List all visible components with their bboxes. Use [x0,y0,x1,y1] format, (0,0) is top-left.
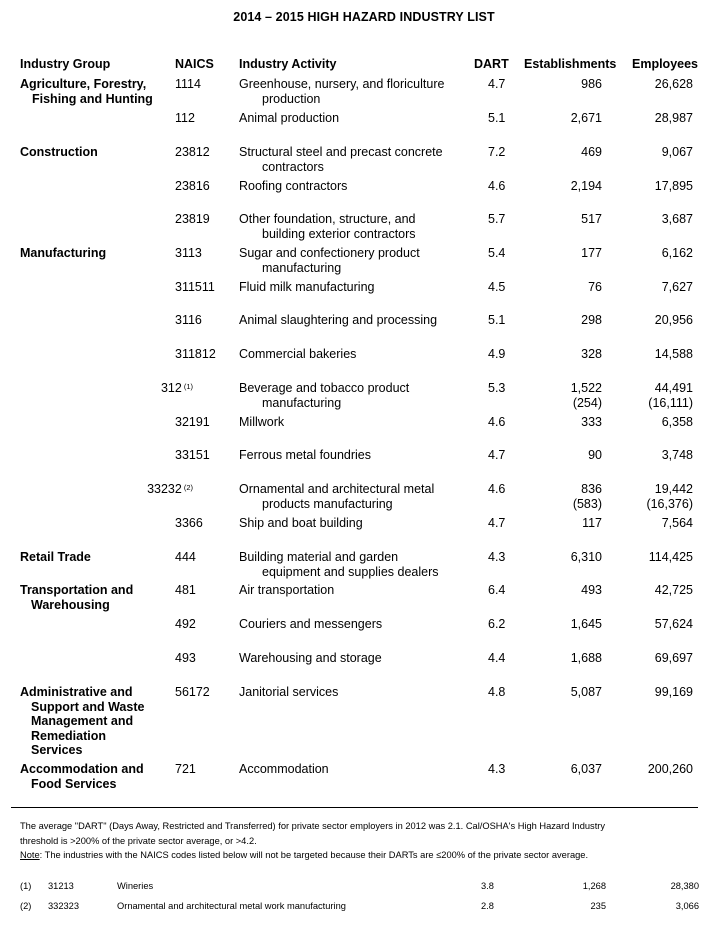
activity-line: Ship and boat building [239,516,363,530]
establishments-line: (583) [572,496,602,511]
establishments-line: 117 [582,516,602,530]
establishments-value [520,762,602,777]
employees-line: 3,687 [661,212,693,226]
excluded-activity: Ornamental and architectural metal work manufacturing [117,901,346,911]
establishments-line: 469 [581,145,602,159]
establishments-value [520,381,602,410]
employees-line: 14,588 [654,347,693,361]
dart-value: 4.4 [488,651,506,665]
employees-value [610,280,693,295]
employees-line: 17,895 [654,179,693,193]
dart-value: 7.2 [488,145,506,159]
establishments-value [520,550,602,565]
dart-value: 6.2 [488,617,506,631]
industry-activity [239,246,420,275]
employees-value [610,583,693,598]
activity-line: Other foundation, structure, and [239,212,416,226]
establishments-line: 1,522 [570,381,602,395]
excluded-establishments: 1,268 [582,881,606,891]
employees-line: 20,956 [654,313,693,327]
activity-line: Fluid milk manufacturing [239,280,375,294]
excluded-activity: Wineries [117,881,154,891]
employees-line: 200,260 [647,762,693,776]
naics-value: 33232 [147,482,182,496]
establishments-line: 2,194 [570,179,602,193]
establishments-line: 2,671 [570,111,602,125]
employees-line: 99,169 [654,685,693,699]
naics-value: 23816 [175,179,210,193]
activity-line: Ornamental and architectural metal [239,482,435,496]
industry-activity [239,313,437,328]
dart-value: 4.7 [488,448,506,462]
dart-value: 5.3 [488,381,506,395]
dart-value: 4.7 [488,77,506,91]
establishments-value [520,685,602,700]
naics-value: 23819 [175,212,210,226]
activity-line: Greenhouse, nursery, and floriculture [239,77,445,91]
industry-activity [239,516,363,531]
group-manufacturing: Manufacturing [20,246,107,260]
establishments-value [520,77,602,92]
footnote-marker: (1) [183,382,193,391]
industry-activity [239,111,339,126]
page-title: 2014 – 2015 HIGH HAZARD INDUSTRY LIST [233,10,495,24]
employees-line: 28,987 [654,111,693,125]
naics-code [175,313,202,328]
employees-line: 69,697 [654,651,693,665]
establishments-line: 90 [588,448,602,462]
establishments-value [520,111,602,126]
naics-code [175,550,196,565]
dart-value: 4.7 [488,516,506,530]
header-employees: Employees [632,57,699,71]
activity-line: Commercial bakeries [239,347,357,361]
naics-value: 493 [175,651,196,665]
employees-line: (16,111) [648,395,693,410]
naics-code [175,212,210,227]
group-accommodation: Accommodation and Food Services [20,762,144,791]
employees-line: 42,725 [654,583,693,597]
activity-line: Couriers and messengers [239,617,383,631]
employees-value [610,111,693,126]
dart-value: 4.6 [488,179,506,193]
establishments-value [520,313,602,328]
employees-line: 19,442 [654,482,693,496]
employees-line: 3,748 [661,448,693,462]
establishments-value [520,280,602,295]
excluded-ref: (2) [20,901,32,911]
excluded-naics: 31213 [48,881,74,891]
naics-value: 23812 [175,145,210,159]
industry-activity [239,651,382,666]
industry-activity [239,145,443,174]
excluded-dart: 2.8 [481,901,494,911]
employees-line: 114,425 [648,550,693,564]
group-agriculture: Agriculture, Forestry, Fishing and Hunting [20,77,153,106]
industry-activity [239,550,439,579]
establishments-value [520,179,602,194]
establishments-line: 328 [581,347,602,361]
establishments-line: 517 [581,212,602,226]
footnote-marker: (2) [183,483,193,492]
industry-activity [239,179,347,194]
activity-line: Beverage and tobacco product [239,381,410,395]
naics-code [175,762,196,777]
establishments-value [520,212,602,227]
excluded-naics: 332323 [48,901,80,911]
naics-code [175,516,203,531]
industry-activity [239,617,382,632]
industry-activity [239,415,284,430]
activity-line: Warehousing and storage [239,651,382,665]
naics-value: 311511 [175,280,215,294]
activity-line: Millwork [239,415,285,429]
naics-code [175,415,210,430]
establishments-line: 5,087 [570,685,602,699]
establishments-line: 836 [581,482,602,496]
group-construction: Construction [20,145,98,159]
naics-code [175,617,196,632]
employees-value [610,313,693,328]
employees-value [610,685,693,700]
establishments-value [520,583,602,598]
activity-line: Ferrous metal foundries [239,448,372,462]
naics-code [175,280,215,295]
activity-line: equipment and supplies dealers [262,564,439,579]
establishments-line: 6,310 [570,550,602,564]
naics-value: 32191 [175,415,210,429]
activity-line: products manufacturing [262,496,393,511]
industry-activity [239,482,434,511]
establishments-value [520,415,602,430]
establishments-line: 6,037 [570,762,602,776]
header-dart: DART [474,57,509,71]
dart-value: 6.4 [488,583,506,597]
dart-value: 4.9 [488,347,506,361]
naics-code [175,651,196,666]
industry-activity [239,280,374,295]
header-industry-group: Industry Group [20,57,111,71]
excluded-employees: 3,066 [675,901,699,911]
employees-value [610,550,693,565]
employees-value [610,145,693,160]
industry-activity [239,448,371,463]
activity-line: Building material and garden [239,550,399,564]
footnote-average: The average "DART" (Days Away, Restricted and Transferred) for private sector employers in 2012 was 2.1. Cal/OSHA's High Hazard Industry threshold is >200% of the private sector average, or >4.2. Note: The industries with the NAICS codes listed below will not be targeted because their DARTs are ≤200% of the private sector average. [20,821,606,860]
employees-value [610,482,693,511]
establishments-line: 177 [581,246,602,260]
industry-activity [239,685,338,700]
excluded-dart: 3.8 [481,881,494,891]
employees-line: 26,628 [654,77,693,91]
naics-value: 1114 [175,77,201,91]
group-administrative: Administrative and Support and Waste Management and Remediation Services [20,685,145,757]
establishments-value [520,482,602,511]
naics-value: 311812 [175,347,216,361]
naics-code [175,583,196,598]
employees-value [610,516,693,531]
employees-value [610,415,693,430]
activity-line: production [262,91,321,106]
activity-line: Roofing contractors [239,179,348,193]
employees-line: 7,627 [661,280,693,294]
activity-line: Animal production [239,111,340,125]
naics-code [175,179,210,194]
establishments-line: 1,688 [570,651,602,665]
establishments-value [520,448,602,463]
employees-value [610,651,693,666]
establishments-line: 986 [581,77,602,91]
naics-value: 3113 [175,246,202,260]
naics-value: 312 [160,381,182,395]
employees-line: 9,067 [661,145,693,159]
establishments-value [520,651,602,666]
note-label: Note [20,850,40,860]
naics-code [175,448,210,463]
dart-value: 4.3 [488,762,506,776]
establishments-line: 333 [581,415,602,429]
employees-value [610,617,693,632]
naics-value: 481 [175,583,196,597]
naics-code [175,77,201,92]
employees-value [610,448,693,463]
dart-value: 5.7 [488,212,506,226]
industry-activity [239,212,416,241]
header-naics: NAICS [175,57,214,71]
industry-activity [239,77,444,106]
excluded-ref: (1) [20,881,32,891]
employees-value [610,179,693,194]
employees-line: 6,358 [661,415,693,429]
employees-value [610,762,693,777]
employees-value [610,212,693,227]
activity-line: building exterior contractors [262,226,416,241]
establishments-value [520,516,602,531]
industry-activity [239,347,356,362]
industry-activity [239,381,409,410]
employees-value [610,246,693,261]
naics-value: 56172 [175,685,210,699]
activity-line: Structural steel and precast concrete [239,145,443,159]
naics-code [143,381,193,396]
dart-value: 5.4 [488,246,506,260]
employees-value [610,381,693,410]
dart-value: 4.6 [488,482,506,496]
excluded-employees: 28,380 [670,881,699,891]
establishments-line: 493 [581,583,602,597]
activity-line: manufacturing [262,260,342,275]
activity-line: manufacturing [262,395,342,410]
establishments-line: 298 [581,313,602,327]
activity-line: contractors [262,159,324,174]
naics-value: 3366 [175,516,203,530]
excluded-establishments: 235 [590,901,606,911]
naics-value: 112 [175,111,195,125]
activity-line: Air transportation [239,583,335,597]
employees-line: (16,376) [646,496,693,511]
employees-value [610,347,693,362]
naics-value: 444 [175,550,196,564]
employees-line: 7,564 [661,516,693,530]
industry-activity [239,583,334,598]
note-text: : The industries with the NAICS codes listed below will not be targeted because their DARTs are ≤200% of the private sector average. [39,850,589,860]
activity-line: Accommodation [239,762,329,776]
employees-line: 6,162 [661,246,693,260]
establishments-value [520,145,602,160]
naics-code [175,145,210,160]
naics-code [175,685,210,700]
dart-value: 4.8 [488,685,506,699]
naics-value: 3116 [175,313,202,327]
establishments-value [520,246,602,261]
divider [11,807,698,808]
dart-value: 4.3 [488,550,506,564]
activity-line: Sugar and confectionery product [239,246,420,260]
employees-line: 57,624 [654,617,693,631]
naics-value: 721 [175,762,196,776]
establishments-line: 1,645 [570,617,602,631]
naics-code [175,111,195,126]
naics-code [143,482,193,497]
industry-activity [239,762,329,777]
naics-code [175,347,216,362]
establishments-line: 76 [588,280,602,294]
dart-value: 4.6 [488,415,506,429]
dart-value: 4.5 [488,280,506,294]
activity-line: Janitorial services [239,685,339,699]
employees-value [610,77,693,92]
establishments-value [520,347,602,362]
establishments-value [520,617,602,632]
dart-value: 5.1 [488,313,506,327]
naics-value: 492 [175,617,196,631]
dart-value: 5.1 [488,111,506,125]
naics-code [175,246,202,261]
establishments-line: (254) [572,395,602,410]
group-retail-trade: Retail Trade [20,550,91,564]
header-industry-activity: Industry Activity [239,57,337,71]
naics-value: 33151 [175,448,210,462]
activity-line: Animal slaughtering and processing [239,313,438,327]
employees-line: 44,491 [654,381,693,395]
header-establishments: Establishments [524,57,617,71]
group-transportation: Transportation and Warehousing [20,583,134,612]
